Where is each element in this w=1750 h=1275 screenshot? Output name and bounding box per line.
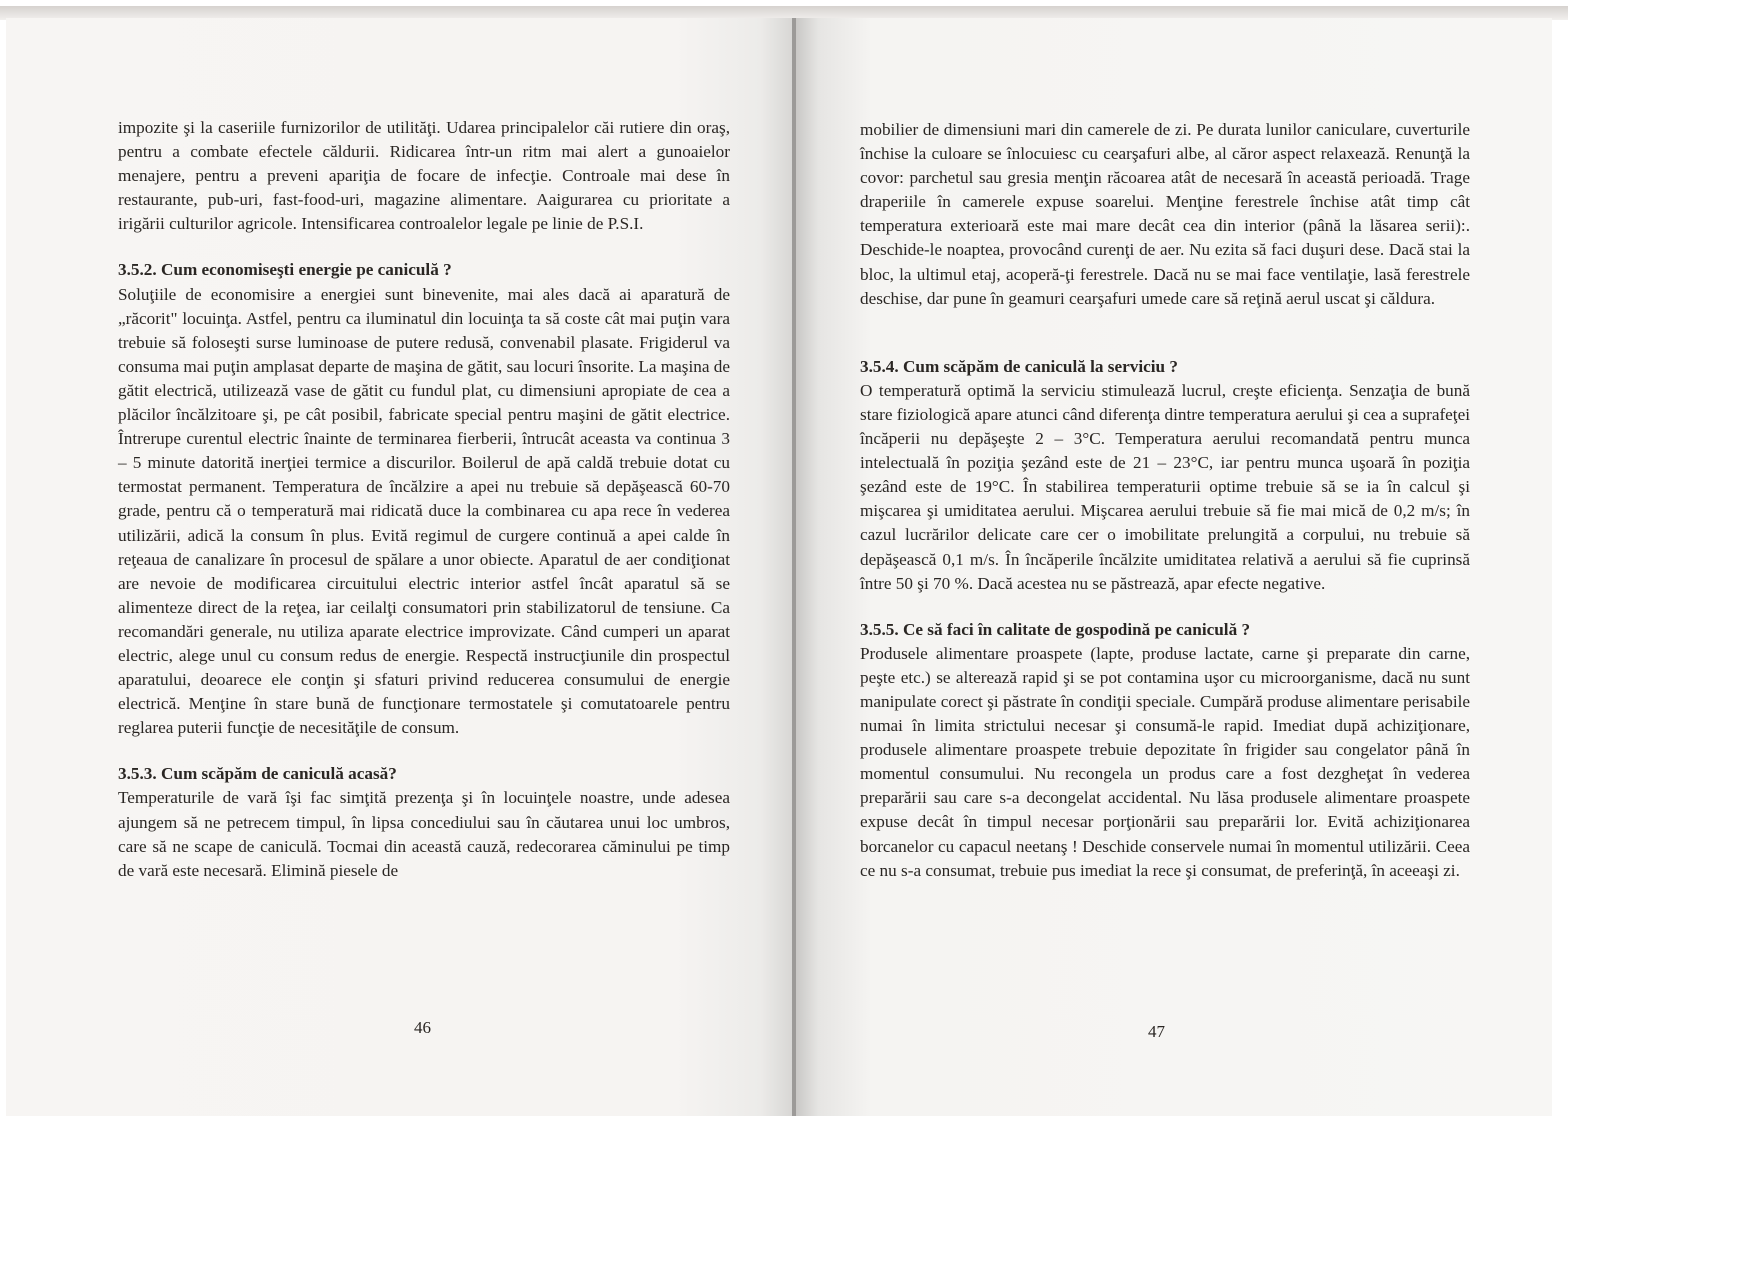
section-3-5-2-body: Soluţiile de economisire a energiei sunt binevenite, mai ales dacă ai aparatură de „răcorit" locuinţa. Astfel, pentru ca iluminatul din locuinţa ta să coste cât mai puţin vara trebuie să foloseşti surse luminoase de putere redusă, convenabil plasate. Frigiderul va consuma mai puţin amplasat departe de maşina de gătit, sau locuri însorite. La maşina de gătit electrică, utilizează vase de gătit cu fundul plat, cu dimensiuni apropiate de cea a plăcilor încălzitoare şi, pe cât posibil, fabricate special pentru maşini de gătit electrice. Întrerupe curentul electric înainte de terminarea fierberii, întrucât aceasta va continua 3 – 5 minute datorită inerţiei termice a discurilor. Boilerul de apă caldă trebuie dotat cu termostat permanent. Temperatura de încălzire a apei nu trebuie să depăşească 60-70 grade, pentru că o temperatură mai ridicată duce la combinarea cu apa rece în vederea utilizării, adică la consum în plus. Evită regimul de curgere continuă a apei calde în reţeaua de canalizare în procesul de spălare a unor obiecte. Aparatul de aer condiţionat are nevoie de modificarea circuitului electric interior astfel încât aparatul să se alimenteze direct de la reţea, iar ceilalţi consumatori prin stabilizatorul de tensiune. Ca recomandări generale, nu utiliza aparate electrice improvizate. Când cumperi un aparat electric, alege unul cu consum redus de energie. Respectă instrucţiunile din prospectul aparatului, deoarece ele conţin şi sfaturi privind reducerea consumului de energie electrică. Menţine în stare bună de funcţionare termostatele şi comutatoarele pentru reglarea puterii funcţie de necesităţile de consum. (118, 284, 730, 738)
left-page (6, 18, 792, 1116)
right-page-number: 47 (1148, 1022, 1165, 1041)
right-page-text (860, 118, 1470, 883)
left-intro-paragraph: impozite şi la caseriile furnizorilor de utilităţi. Udarea principalelor căi rutiere din oraş, pentru a combate efectele căldurii. Ridicarea într-un ritm mai alert a gunoaielor menajere, pentru a preveni apariţia de focare de infecţie. Controale mai dese în restaurante, pub-uri, fast-food-uri, magazine alimentare. Aaigurarea cu prioritate a irigării culturilor agricole. Intensificarea controalelor legale pe linie de P.S.I. (118, 118, 730, 234)
right-page (796, 18, 1552, 1116)
section-3-5-3-body: Temperaturile de vară îşi fac simţită prezenţa şi în locuinţele noastre, unde adesea ajungem să ne petrecem timpul, în lipsa concediului sau în căutarea unui loc umbros, care să ne scape de caniculă. Tocmai din această cauză, redecorarea căminului pe timp de vară este necesară. Elimină piesele de (118, 788, 730, 880)
section-3-5-4-heading: 3.5.4. Cum scăpăm de caniculă la serviciu ? (860, 356, 1178, 376)
section-3-5-3-heading: 3.5.3. Cum scăpăm de caniculă acasă? (118, 764, 397, 784)
right-intro-paragraph: mobilier de dimensiuni mari din camerele de zi. Pe durata lunilor caniculare, cuverturile închise la culoare se înlocuiesc cu cearşafuri albe, al căror aspect relaxează. Renunţă la covor: parchetul sau gresia menţin răcoarea atât de necesară în această perioadă. Trage draperiile în camerele expuse soarelui. Menţine ferestrele închise atât timp cât temperatura exterioară este mai mare decât cea din interior (până la lăsarea serii):. Deschide-le noaptea, provocând curenţi de aer. Nu ezita să faci duşuri dese. Dacă stai la bloc, la ultimul etaj, acoperă-ţi ferestrele. Dacă nu se mai face ventilaţie, lasă ferestrele deschise, dar pune în geamuri cearşafuri umede care să reţină aerul uscat şi căldura. (860, 120, 1470, 308)
section-3-5-4-body: O temperatură optimă la serviciu stimulează lucrul, creşte eficienţa. Senzaţia de bună stare fiziologică apare atunci când diferenţa dintre temperatura aerului şi cea a suprafeţei încăperii nu depăşeşte 2 – 3°C. Temperatura aerului recomandată pentru munca intelectuală în poziţia şezând este de 21 – 23°C, iar pentru munca uşoară în poziţia şezând este de 19°C. În stabilirea temperaturii optime trebuie să se ia în calcul şi mişcarea şi umiditatea aerului. Mişcarea aerului trebuie să fie mai mică de 0,2 m/s; în cazul lucrărilor delicate care cer o imobilitate prelungită a corpului, nu trebuie să depăşească 0,1 m/s. În încăperile încălzite umiditatea relativă a aerului să fie cuprinsă între 50 şi 70 %. Dacă acestea nu se păstrează, apar efecte negative. (860, 380, 1470, 593)
section-3-5-5-body: Produsele alimentare proaspete (lapte, produse lactate, carne şi preparate din carne, peşte etc.) se alterează rapid şi se pot contamina uşor cu microorganisme, dacă nu sunt manipulate corect şi păstrate în condiţii speciale. Cumpără produse alimentare perisabile numai în limita strictului necesar şi consumă-le rapid. Imediat după achiziţionare, produsele alimentare proaspete trebuie depozitate în frigider sau congelator până în momentul consumului. Nu recongela un produs care a fost dezgheţat în vederea preparării sau care s-a decongelat accidental. Nu lăsa produsele alimentare proaspete expuse decât în timpul necesar porţionării sau preparării lor. Evită achiziţionarea borcanelor cu capacul neetanş ! Deschide conservele numai în momentul utilizării. Ceea ce nu s-a consumat, trebuie pus imediat la rece şi consumat, de preferinţă, în aceeaşi zi. (860, 643, 1470, 880)
left-page-text (118, 116, 730, 883)
section-3-5-2-heading: 3.5.2. Cum economiseşti energie pe caniculă ? (118, 260, 452, 280)
section-3-5-5-heading: 3.5.5. Ce să faci în calitate de gospodină pe caniculă ? (860, 619, 1251, 639)
left-page-number: 46 (414, 1018, 431, 1037)
